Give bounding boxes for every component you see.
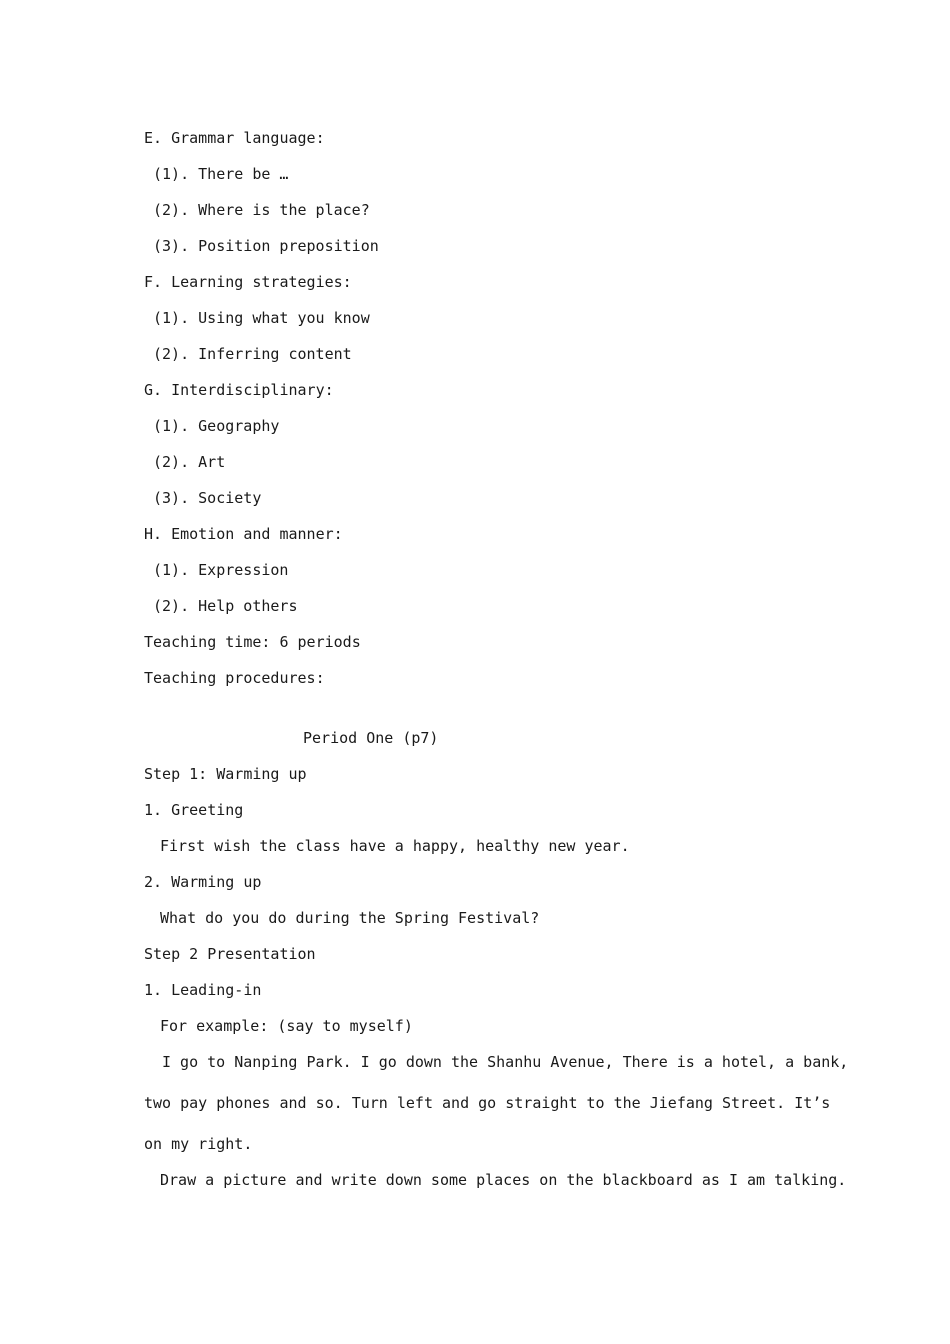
numbered-item: 1. Greeting <box>144 801 244 819</box>
body-text: Draw a picture and write down some places on the blackboard as I am talking. <box>160 1171 847 1189</box>
section-heading-emotion: H. Emotion and manner: <box>144 525 343 543</box>
paragraph-line: on my right. <box>144 1135 253 1153</box>
step-heading: Step 1: Warming up <box>144 765 307 783</box>
section-heading-grammar: E. Grammar language: <box>144 129 325 147</box>
period-title: Period One (p7) <box>303 729 439 747</box>
paragraph-line: two pay phones and so. Turn left and go straight to the Jiefang Street. It’s <box>144 1094 831 1112</box>
teaching-time: Teaching time: 6 periods <box>144 633 361 651</box>
list-item: (1). Expression <box>153 561 289 579</box>
list-item: (1). There be … <box>153 165 289 183</box>
list-item: (1). Using what you know <box>153 309 370 327</box>
numbered-item: 1. Leading-in <box>144 981 262 999</box>
list-item: (1). Geography <box>153 417 280 435</box>
list-item: (2). Inferring content <box>153 345 352 363</box>
body-text: For example: (say to myself) <box>160 1017 413 1035</box>
section-heading-interdisciplinary: G. Interdisciplinary: <box>144 381 334 399</box>
list-item: (2). Art <box>153 453 226 471</box>
list-item: (2). Help others <box>153 597 298 615</box>
teaching-procedures: Teaching procedures: <box>144 669 325 687</box>
numbered-item: 2. Warming up <box>144 873 262 891</box>
section-heading-strategies: F. Learning strategies: <box>144 273 352 291</box>
step-heading: Step 2 Presentation <box>144 945 316 963</box>
paragraph-line: I go to Nanping Park. I go down the Shanhu Avenue, There is a hotel, a bank, <box>162 1053 849 1071</box>
list-item: (3). Society <box>153 489 262 507</box>
list-item: (2). Where is the place? <box>153 201 370 219</box>
body-text: What do you do during the Spring Festival? <box>160 909 540 927</box>
body-text: First wish the class have a happy, healthy new year. <box>160 837 630 855</box>
list-item: (3). Position preposition <box>153 237 379 255</box>
